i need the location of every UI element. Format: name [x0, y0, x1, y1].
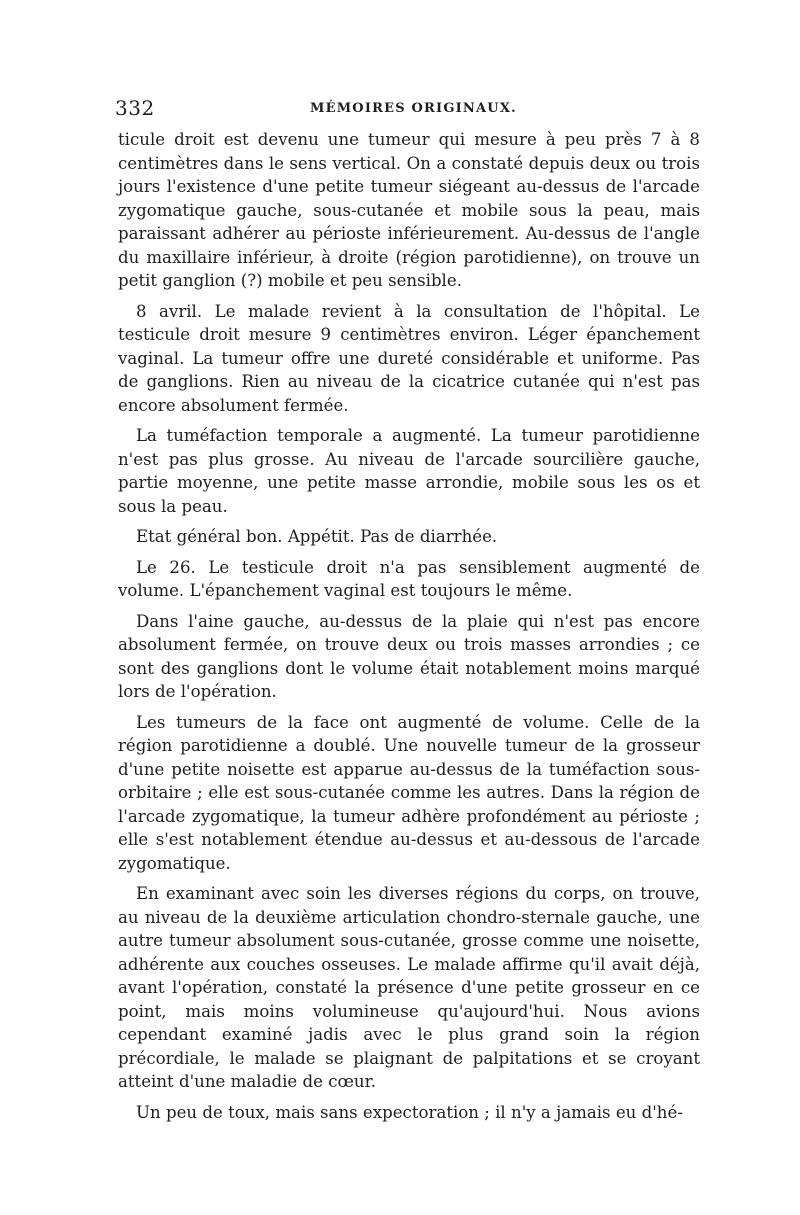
paragraph: Le 26. Le testicule droit n'a pas sensiblement augmenté de volume. L'épanchement vaginal est toujours le même. [118, 557, 700, 600]
paragraph: Un peu de toux, mais sans expectoration ; il n'y a jamais eu d'hé- [136, 1102, 683, 1122]
page-header [115, 96, 705, 126]
paragraph: Dans l'aine gauche, au-dessus de la plaie qui n'est pas encore absolument fermée, on trouve deux ou trois masses arrondies ; ce sont des ganglions dont le volume était notablement moins marqué lors de l'opération. [118, 611, 700, 701]
paragraph: La tuméfaction temporale a augmenté. La tumeur parotidienne n'est pas plus grosse. Au niveau de l'arcade sourcilière gauche, partie moyenne, une petite masse arrondie, mobile sous les os et sous la peau. [118, 426, 700, 516]
running-head: MÉMOIRES ORIGINAUX. [310, 101, 517, 116]
paragraph: 8 avril. Le malade revient à la consultation de l'hôpital. Le testicule droit mesure 9 centimètres environ. Léger épanchement vaginal. La tumeur offre une dureté considérable et uniforme. Pas de ganglions. Rien au niveau de la cicatrice cutanée qui n'est pas encore absolument fermée. [118, 301, 700, 415]
paragraph: ticule droit est devenu une tumeur qui mesure à peu près 7 à 8 centimètres dans le sens vertical. On a constaté depuis deux ou trois jours l'existence d'une petite tumeur siégeant au-dessus de l'arcade zygomatique gauche, sous-cutanée et mobile sous la peau, mais paraissant adhérer au périoste inférieurement. Au-dessus de l'angle du maxillaire inférieur, à droite (région parotidienne), on trouve un petit ganglion (?) mobile et peu sensible. [118, 130, 700, 290]
paragraph: Les tumeurs de la face ont augmenté de volume. Celle de la région parotidienne a doublé. Une nouvelle tumeur de la grosseur d'une petite noisette est apparue au-dessus de la tuméfaction sous-orbitaire ; elle est sous-cutanée comme les autres. Dans la région de l'arcade zygomatique, la tumeur adhère profondément au périoste ; elle s'est notablement étendue au-dessus et au-dessous de l'arcade zygomatique. [118, 712, 700, 873]
paragraph: En examinant avec soin les diverses régions du corps, on trouve, au niveau de la deuxième articulation chondro-sternale gauche, une autre tumeur absolument sous-cutanée, grosse comme une noisette, adhérente aux couches osseuses. Le malade affirme qu'il avait déjà, avant l'opération, constaté la présence d'une petite grosseur en ce point, mais moins volumineuse qu'aujourd'hui. Nous avions cependant examiné jadis avec le plus grand soin la région précordiale, le malade se plaignant de palpitations et se croyant atteint d'une maladie de cœur. [118, 884, 700, 1091]
page-number: 332 [115, 96, 155, 120]
body-text [118, 128, 700, 1124]
paragraph: Etat général bon. Appétit. Pas de diarrhée. [136, 527, 498, 546]
